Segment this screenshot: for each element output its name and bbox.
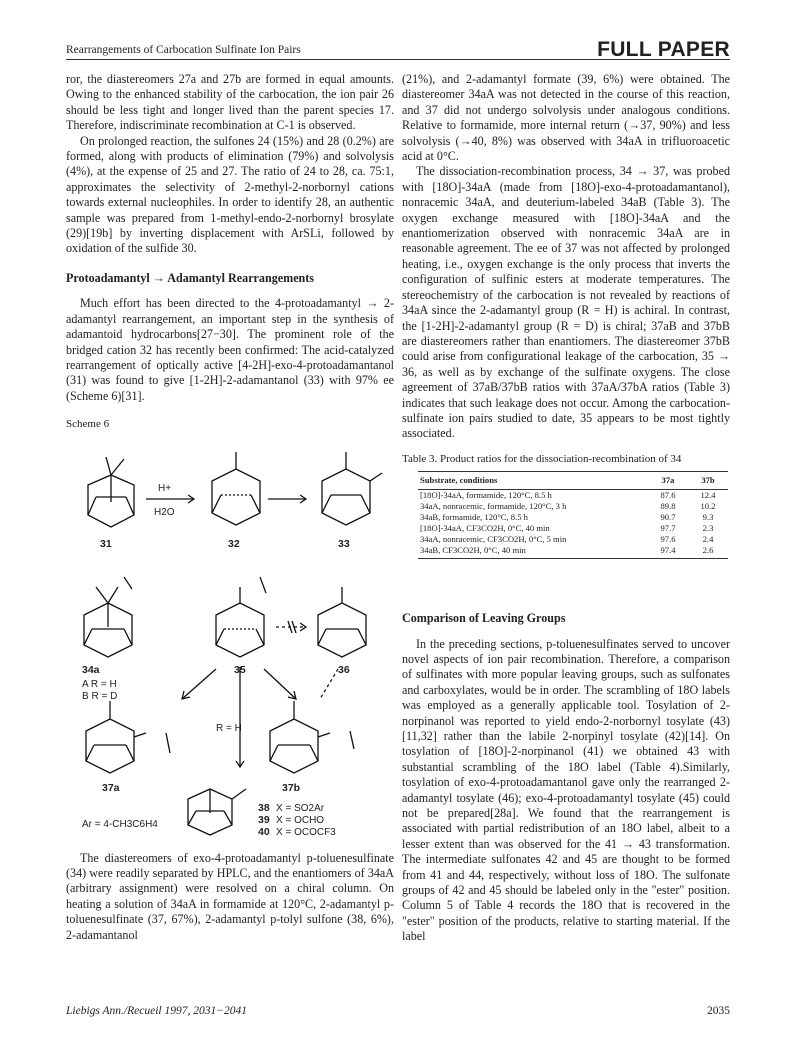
table-row: [418, 512, 728, 523]
table-cell: 90.7: [660, 512, 676, 523]
compound-label: 39: [258, 813, 270, 826]
table-cell: 34aB, CF3CO2H, 0°C, 40 min: [418, 545, 648, 559]
substituent: X = OCHO: [276, 814, 325, 826]
sulfinate-34a: [84, 577, 132, 657]
table-cell: [18O]-34aA, CF3CO2H, 0°C, 40 min: [420, 523, 550, 534]
table-cell: 87.6: [660, 490, 676, 501]
compound-label: 36: [338, 663, 350, 676]
section-heading: Protoadamantyl → Adamantyl Rearrangements: [66, 270, 315, 285]
header-rule: [66, 59, 730, 60]
paragraph: The diastereomers of exo-4-protoadamantyl p-toluenesulfinate (34) were readily separated by HPLC, and the enantiomers of 34aA (arbitrary assignment) were resolved on a chiral column. On heating a solution of 34aA in formamide at 120°C, 2-adamantyl p-toluenesulfinate (37, 67%), 2-adamantyl p-tolyl sulfone (38, 6%), 2-adamantanol: [66, 850, 394, 942]
reagent-label: H+: [158, 482, 172, 494]
scheme-6: [66, 437, 394, 845]
left-column: [66, 72, 394, 943]
table-cell: 34aA, nonracemic, CF3CO2H, 0°C, 5 min: [420, 534, 567, 545]
table-row: [418, 490, 728, 502]
table-cell: 97.7: [660, 523, 676, 534]
table-cell: 10.2: [700, 501, 716, 512]
substituent: X = SO2Ar: [276, 802, 325, 814]
table-cell: 89.8: [660, 501, 676, 512]
ion-pair-35: [216, 577, 266, 657]
journal-citation: Liebigs Ann./Recueil 1997, 2031−2041: [66, 1005, 247, 1017]
compound-label: 38: [258, 801, 270, 814]
section-tag: FULL PAPER: [597, 38, 730, 61]
compound-label: 31: [100, 537, 112, 550]
table-cell: 2.6: [688, 545, 728, 559]
compound-label: 37b: [282, 781, 301, 794]
substituent: X = OCOCF3: [276, 826, 336, 838]
compound-label: 40: [258, 825, 270, 838]
table-cell: 2.3: [702, 523, 714, 534]
table-row: [418, 545, 728, 559]
table-cell: 97.6: [660, 534, 676, 545]
column-header: Substrate, conditions: [418, 472, 648, 490]
page-number: 2035: [707, 1005, 730, 1017]
adamantane-skeleton-31: [88, 457, 134, 527]
compound-label: 37a: [102, 781, 120, 794]
paragraph: On prolonged reaction, the sulfones 24 (15%) and 28 (0.2%) are formed, along with products of elimination (79%) and solvolysis (4%), at the expense of 25 and 27. The ratio of 24 to 28, ca. 75:1, approximates the selectivity of 2-methyl-2-norbornyl cations towards external nucleophiles. In order to identify 28, an authentic sample was prepared from 1-methyl-endo-2-norbornyl brosylate (29)[19b] by inverting displacement with ArSLi, followed by oxidation of the sulfide 30.: [66, 133, 394, 256]
table-cell: 9.3: [702, 512, 714, 523]
table-cell: 34aB, formamide, 120°C, 8.5 h: [420, 512, 528, 523]
column-header: 37a: [648, 472, 688, 490]
table-cell: 2.4: [702, 534, 714, 545]
table-caption: Table 3. Product ratios for the dissociation-recombination of 34: [402, 452, 682, 465]
adamantanol-33: [322, 452, 382, 525]
sulfinate-37b: [270, 701, 354, 773]
paragraph: Much effort has been directed to the 4-protoadamantyl → 2-adamantyl rearrangement, an important step in the synthesis of adamantoid hydrocarbons[27−30]. The prominent role of the bridged cation 32 has recently been confirmed: The acid-catalyzed rearrangement of optically active [4-2H]-exo-4-protoadamantanol (31) was found to give [1-2H]-2-adamantanol (33) with 97% ee (Scheme 6)[31].: [66, 296, 394, 403]
table-cell: 97.4: [648, 545, 688, 559]
table-row: [418, 534, 728, 545]
table-row: [418, 523, 728, 534]
reagent-label: H2O: [154, 506, 175, 518]
compound-label: 34a: [82, 663, 100, 676]
table-cell: 12.4: [700, 490, 716, 501]
legend-line: A R = H: [82, 678, 117, 690]
ar-definition: Ar = 4-CH3C6H4: [82, 818, 158, 830]
section-heading: Comparison of Leaving Groups: [402, 611, 566, 626]
condition-label: R = H: [216, 722, 242, 734]
column-header: 37b: [688, 472, 728, 490]
paragraph: ror, the diastereomers 27a and 27b are formed in equal amounts. Owing to the enhanced stability of the carbocation, the ion pair 26 should be less tight and longer lived than the parent species 17. Therefore, indiscriminate recombination at C-1 is observed.: [66, 72, 394, 133]
bridged-cation-32: [212, 452, 260, 525]
legend-line: B R = D: [82, 690, 118, 702]
compound-label: 32: [228, 537, 240, 550]
table-cell: [18O]-34aA, formamide, 120°C, 8.5 h: [420, 490, 552, 501]
scheme-label: Scheme 6: [66, 418, 110, 431]
running-title: Rearrangements of Carbocation Sulfinate Ion Pairs: [66, 44, 301, 56]
compound-label: 33: [338, 537, 350, 550]
cation-36: [318, 587, 366, 657]
adamantane-38-40: [188, 789, 246, 835]
right-column: [402, 72, 730, 945]
table-cell: 34aA, nonracemic, formamide, 120°C, 3 h: [420, 501, 567, 512]
table-row: [418, 501, 728, 512]
sulfinate-37a: [86, 701, 170, 773]
product-ratio-table: [418, 471, 728, 559]
paragraph: The dissociation-recombination process, 34 → 37, was probed with [18O]-34aA (made from [18O]-exo-4-protoadamantanol), nonracemic 34aA, and deuterium-labeled 34aB (Table 3). The oxygen exchange measured with [18O]-34aA and the enantiomerization observed with nonracemic 34aA are in reasonable agreement. The ee of 37 was not affected by prolonged heating, i.e., oxygen exchange is the only process that inverts the configuration of sulfinic esters at moderate temperatures. The stereochemistry of the carbocation is not revealed by reactions of 34aA since the 2-adamantyl group (R = H) is achiral. In contrast, the [1-2H]-2-adamantyl group (R = D) is chiral; 37aB and 37bB are diastereomers rather than enantiomers. The diastereomer 37bB could arise from configurational leakage of the carbocation, 35 → 36, as well as by exchange of the sulfinate oxygens. The close agreement of 37aB/37bB ratios with 37aA/37bA ratios (Table 3) indicates that such leakage does not occur. Among the carbocation-sulfinate ion pairs studied to date, 35 appears to be most tightly associated.: [402, 164, 730, 441]
paragraph: (21%), and 2-adamantyl formate (39, 6%) were obtained. The diastereomer 34aA was not detected in the course of this reaction, and 37 did not undergo solvolysis under analogous conditions. Relative to formamide, more internal return (→37, 90%) and less solvolysis (→40, 8%) was observed with 34aA in trifluoroacetic acid at 0°C.: [402, 72, 730, 164]
paragraph: In the preceding sections, p-toluenesulfinates served to uncover novel aspects of ion pair recombination. Therefore, a comparison of sulfinates with more popular leaving groups, such as sulfonates and carboxylates, would be in order. The scrambling of 18O labels was employed as a generally applicable tool. Tosylation of 2-norpinanol was reported to yield endo-2-norbornyl tosylate (43)[11,32] rather than the labile 2-norpinyl tosylate (42)[14]. On tosylation of [18O]-2-norpinanol (41) we obtained 43 with substantial scrambling of the 18O label (Table 4).Similarly, tosylation of exo-4-protoadamantanol gave only the rearranged 2-adamantyl tosylate (46); exo-4-protoadamantyl tosylate (45) could not be prepared[28a]. We found that the rearrangement is associated with partial redistribution of an 18O label, albeit to a lesser extent than was observed for the 41 → 43 transformation. The intermediate sulfonates 42 and 45 are thought to be formed from 41 and 44, respectively, without loss of 18O. The sulfonate groups of 42 and 45 should be labeled only in the "ester" position. Column 5 of Table 4 records the 18O that is recovered in the "ester" position of the products, relative to starting material. If the label: [402, 636, 730, 944]
compound-label: 35: [234, 663, 246, 676]
